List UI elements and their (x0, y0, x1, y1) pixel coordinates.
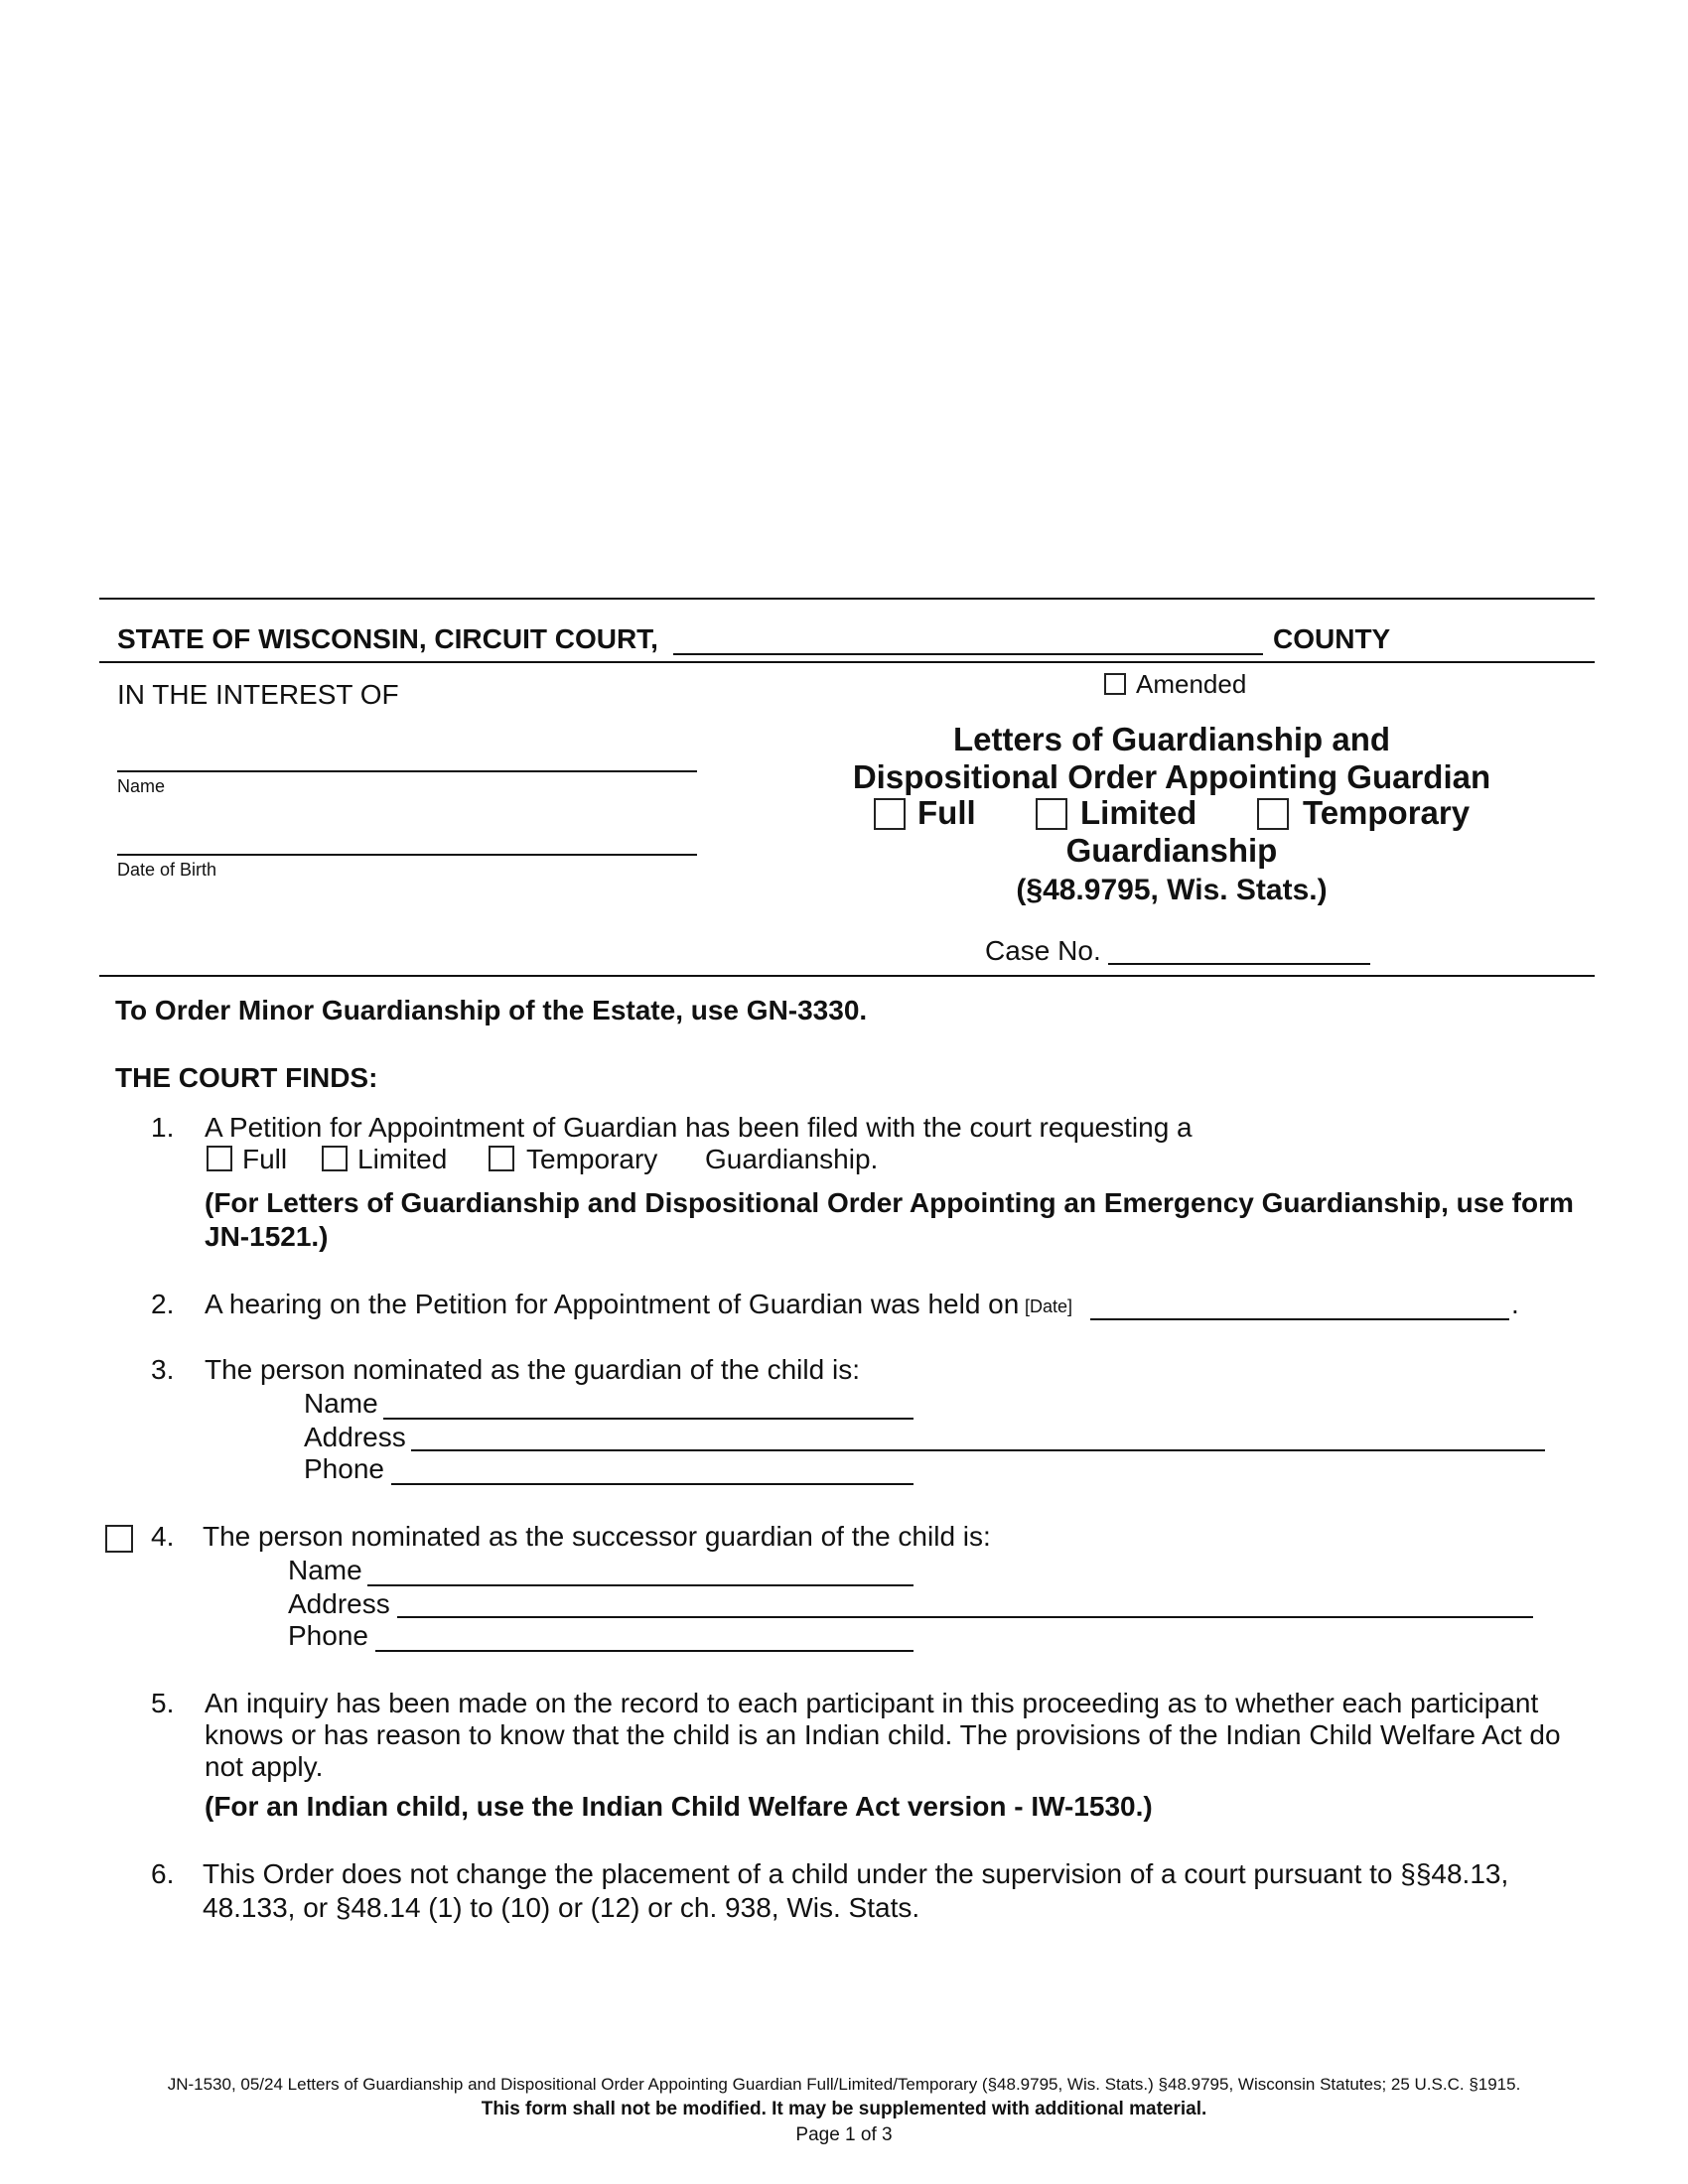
item5-line1: An inquiry has been made on the record to each participant in this proceeding as to whether each participant (205, 1688, 1539, 1718)
item4-phone-label: Phone (288, 1620, 368, 1651)
item1-suffix: Guardianship. (705, 1144, 879, 1174)
item6-line2: 48.133, or §48.14 (1) to (10) or (12) or ch. 938, Wis. Stats. (203, 1892, 920, 1923)
form-title-line2: Dispositional Order Appointing Guardian (852, 758, 1491, 795)
court-finds-heading: THE COURT FINDS: (115, 1062, 378, 1093)
item3-phone-field[interactable] (391, 1483, 914, 1485)
amended-label: Amended (1136, 669, 1247, 699)
item1-note-line1: (For Letters of Guardianship and Dispositional Order Appointing an Emergency Guardianship, use form (205, 1187, 1574, 1218)
title-full-checkbox[interactable] (874, 798, 906, 830)
header-top-rule (99, 598, 1595, 600)
item2-text: A hearing on the Petition for Appointment of Guardian was held on (205, 1289, 1020, 1319)
item1-limited-checkbox[interactable] (322, 1146, 348, 1171)
case-no-label: Case No. (985, 935, 1101, 966)
item1-text: A Petition for Appointment of Guardian has been filed with the court requesting a (205, 1112, 1193, 1143)
item3-number: 3. (151, 1354, 175, 1385)
item3-name-label: Name (304, 1388, 378, 1419)
item4-phone-field[interactable] (375, 1650, 914, 1652)
item1-full-checkbox[interactable] (207, 1146, 232, 1171)
child-name-label: Name (117, 776, 166, 796)
item5-line2: knows or has reason to know that the child is an Indian child. The provisions of the Indian Child Welfare Act do (205, 1719, 1561, 1750)
footer-form-info: JN-1530, 05/24 Letters of Guardianship and Dispositional Order Appointing Guardian Full/Limited/Temporary (§48.9795, Wis. Stats.) §48.9795, Wisconsin Statutes; 25 U.S.C. §1915. (167, 2075, 1521, 2094)
item3-name-field[interactable] (383, 1418, 914, 1420)
court-prefix: STATE OF WISCONSIN, CIRCUIT COURT, (117, 623, 658, 654)
header-mid-rule (99, 661, 1595, 663)
item4-name-label: Name (288, 1555, 362, 1585)
header-bottom-rule (99, 975, 1595, 977)
title-limited-checkbox[interactable] (1036, 798, 1067, 830)
title-limited-label: Limited (1080, 794, 1197, 831)
item4-text: The person nominated as the successor guardian of the child is: (203, 1521, 991, 1552)
case-no-field[interactable] (1108, 963, 1370, 965)
item3-phone-label: Phone (304, 1453, 384, 1484)
item3-text: The person nominated as the guardian of the child is: (205, 1354, 860, 1385)
item4-address-field[interactable] (397, 1616, 1533, 1618)
form-title-line1: Letters of Guardianship and (952, 721, 1391, 757)
title-temporary-label: Temporary (1303, 794, 1471, 831)
child-dob-field[interactable] (117, 854, 697, 856)
item2-date-field[interactable] (1090, 1318, 1509, 1320)
child-dob-label: Date of Birth (117, 860, 217, 880)
item1-limited-label: Limited (357, 1144, 448, 1174)
title-full-label: Full (917, 794, 976, 831)
in-interest-of-label: IN THE INTEREST OF (117, 679, 399, 710)
item5-line3: not apply. (205, 1751, 324, 1782)
item4-number: 4. (151, 1521, 175, 1552)
item1-full-label: Full (242, 1144, 288, 1174)
child-name-field[interactable] (117, 770, 697, 772)
item1-note-line2: JN-1521.) (205, 1221, 329, 1252)
county-field[interactable] (673, 653, 1263, 655)
item1-number: 1. (151, 1112, 175, 1143)
item2-end: . (1511, 1289, 1519, 1319)
form-statute: (§48.9795, Wis. Stats.) (1016, 874, 1328, 906)
item4-name-field[interactable] (367, 1584, 914, 1586)
item1-temporary-checkbox[interactable] (489, 1146, 514, 1171)
item1-temporary-label: Temporary (526, 1144, 658, 1174)
item4-address-label: Address (288, 1588, 390, 1619)
item6-number: 6. (151, 1858, 175, 1889)
item2-number: 2. (151, 1289, 175, 1319)
item2-date-label: [Date] (1025, 1297, 1073, 1316)
footer-notice: This form shall not be modified. It may be supplemented with additional material. (481, 2099, 1207, 2119)
item3-address-field[interactable] (411, 1449, 1545, 1451)
item3-address-label: Address (304, 1422, 406, 1452)
estate-note: To Order Minor Guardianship of the Estate, use GN-3330. (115, 995, 868, 1025)
title-temporary-checkbox[interactable] (1257, 798, 1289, 830)
item4-checkbox[interactable] (105, 1525, 133, 1553)
item6-line1: This Order does not change the placement of a child under the supervision of a court pursuant to §§48.13, (203, 1858, 1509, 1889)
amended-checkbox[interactable] (1104, 673, 1126, 695)
form-title-line4: Guardianship (1065, 832, 1278, 869)
item5-note: (For an Indian child, use the Indian Child Welfare Act version - IW-1530.) (205, 1791, 1153, 1822)
county-suffix: COUNTY (1273, 623, 1391, 654)
footer-page-number: Page 1 of 3 (795, 2124, 893, 2145)
item5-number: 5. (151, 1688, 175, 1718)
